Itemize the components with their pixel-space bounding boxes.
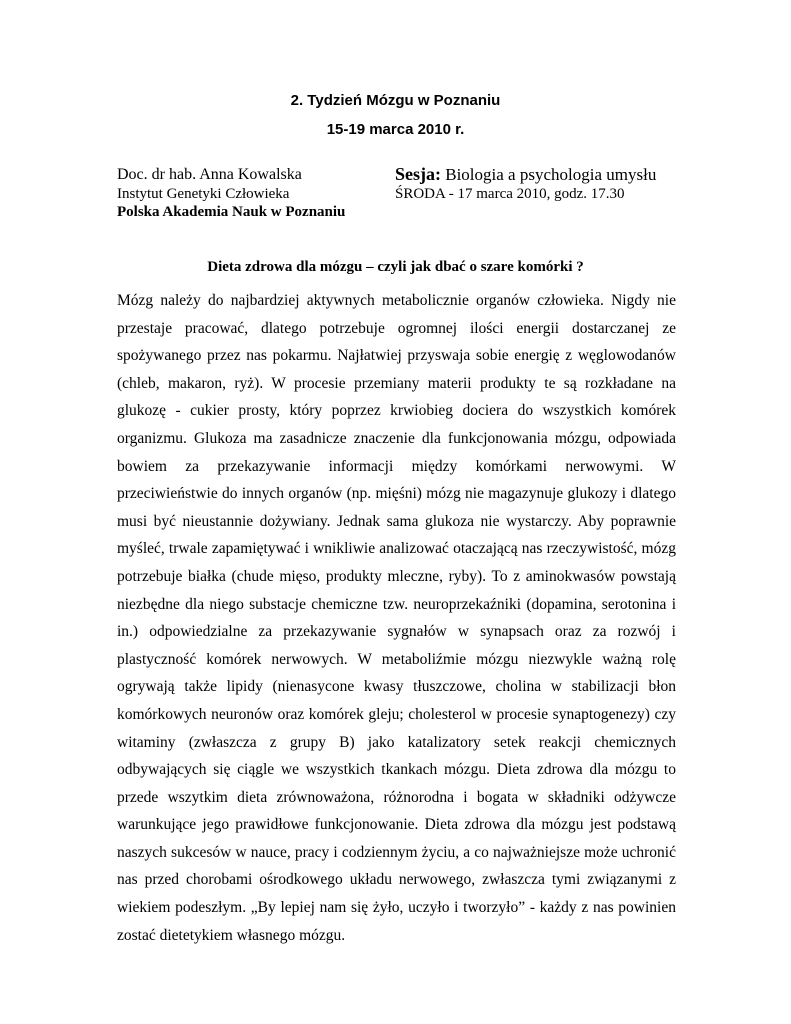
body-line: witaminy (zwłaszcza z grupy B) jako katalizatory setek reakcji chemicznych — [117, 733, 676, 751]
session-heading — [395, 164, 656, 185]
body-line: niezbędne dla niego substacje chemiczne tzw. neuroprzekaźniki (dopamina, serotonina i — [117, 595, 676, 613]
body-line: przede wszytkim dieta zrównoważona, różnorodna i bogata w składniki odżywcze — [117, 788, 676, 806]
session-topic: Biologia a psychologia umysłu — [441, 165, 657, 184]
body-line: musi być nieustannie dożywiany. Jednak sama glukoza nie wystarczy. Aby poprawnie — [117, 512, 676, 530]
body-line: naszych sukcesów w nauce, pracy i codziennym życiu, a co najważniejsze może uchronić — [117, 843, 676, 861]
article-body — [117, 287, 676, 949]
article-title: Dieta zdrowa dla mózgu – czyli jak dbać o szare komórki ? — [207, 259, 584, 275]
event-dates: 15-19 marca 2010 r. — [326, 121, 465, 138]
author-name: Doc. dr hab. Anna Kowalska — [117, 166, 302, 183]
body-line: (chleb, makaron, ryż). W procesie przemiany materii produkty te są rozkładane na — [117, 374, 676, 392]
body-line: nas przed chorobami ośrodkowego układu nerwowego, zwłaszcza tymi związanymi z — [117, 871, 676, 889]
body-line: komórkowych neuronów oraz komórek gleju; cholesterol w procesie synaptogenezy) czy — [117, 705, 676, 723]
session-time: ŚRODA - 17 marca 2010, godz. 17.30 — [395, 186, 625, 202]
body-line: spożywanego przez nas pokarmu. Najłatwiej przyswaja sobie energię z węglowodanów — [117, 347, 676, 365]
author-institute: Instytut Genetyki Człowieka — [117, 186, 290, 202]
body-line: odbywających się ciągle we wszystkich tkankach mózgu. Dieta zdrowa dla mózgu to — [117, 761, 676, 779]
body-line: przestaje pracować, dlatego potrzebuje ogromnej ilości energii dostarczanej ze — [117, 319, 676, 337]
body-line: potrzebuje białka (chude mięso, produkty mleczne, ryby). To z aminokwasów powstają — [117, 567, 676, 585]
author-academy: Polska Akademia Nauk w Poznaniu — [117, 204, 346, 220]
body-line: warunkujące jego prawidłowe funkcjonowanie. Dieta zdrowa dla mózgu jest podstawą — [117, 816, 676, 834]
body-line: przeciwieństwie do innych organów (np. mięśni) mózg nie magazynuje glukozy i dlatego — [117, 485, 676, 503]
body-line: zostać dietetykiem własnego mózgu. — [117, 926, 346, 944]
body-line: Mózg należy do najbardziej aktywnych metabolicznie organów człowieka. Nigdy nie — [117, 292, 676, 309]
body-line: myśleć, trwale zapamiętywać i wnikliwie analizować otaczającą nas rzeczywistość, mózg — [117, 540, 676, 558]
body-line: wiekiem podeszłym. „By lepiej nam się żyło, uczyło i tworzyło” - każdy z nas powinien — [117, 899, 676, 917]
body-line: plastyczność komórek nerwowych. W metaboliźmie mózgu niezwykle ważną rolę — [117, 650, 676, 668]
session-label: Sesja: — [395, 164, 441, 184]
body-line: glukozę - cukier prosty, który poprzez krwiobieg dociera do wszystkich komórek — [117, 402, 676, 420]
body-line: ogrywają także lipidy (nienasycone kwasy tłuszczowe, cholina w stabilizacji błon — [117, 678, 676, 696]
body-line: in.) odpowiedzialne za przekazywanie sygnałów w synapsach oraz za rozwój i — [117, 623, 676, 641]
event-title: 2. Tydzień Mózgu w Poznaniu — [290, 92, 501, 109]
body-line: organizmu. Glukoza ma zasadnicze znaczenie dla funkcjonowania mózgu, odpowiada — [117, 429, 676, 447]
body-line: bowiem za przekazywanie informacji między komórkami nerwowymi. W — [117, 457, 676, 475]
